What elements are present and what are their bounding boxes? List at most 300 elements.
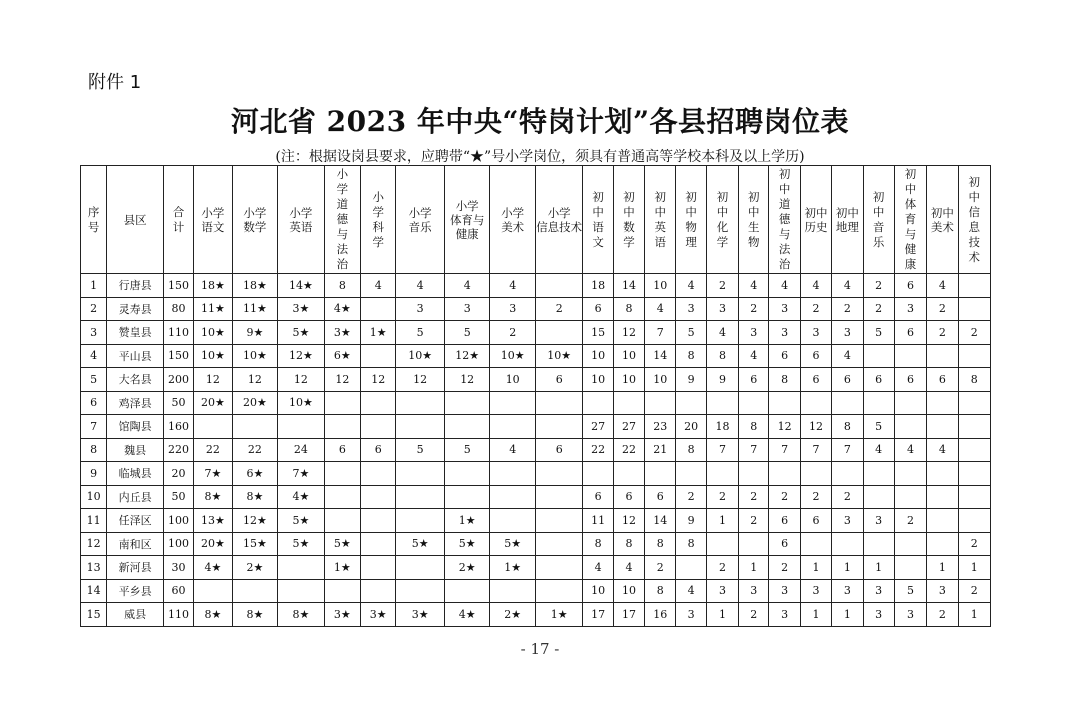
column-header: 小学 数学 [232, 166, 278, 274]
column-header: 初 中 道 德 与 法 治 [769, 166, 800, 274]
table-cell [863, 532, 894, 556]
table-cell: 3★ [324, 321, 360, 345]
table-cell: 5★ [490, 532, 536, 556]
table-cell: 4★ [324, 297, 360, 321]
table-cell: 5★ [278, 509, 325, 533]
table-cell [769, 391, 800, 415]
table-cell: 6 [769, 344, 800, 368]
table-cell: 2★ [232, 556, 278, 580]
table-row [81, 321, 991, 345]
column-header: 初中 地理 [832, 166, 863, 274]
table-cell: 1 [863, 556, 894, 580]
table-cell [863, 344, 894, 368]
table-cell [535, 532, 583, 556]
column-header: 小学 信息技术 [535, 166, 583, 274]
table-cell: 10 [583, 368, 613, 392]
table-cell: 10★ [232, 344, 278, 368]
table-row [81, 485, 991, 509]
table-cell: 1★ [490, 556, 536, 580]
table-cell: 1 [832, 556, 863, 580]
table-cell [324, 485, 360, 509]
table-cell: 3 [444, 297, 490, 321]
table-cell [278, 579, 325, 603]
table-cell [863, 462, 894, 486]
table-cell: 3★ [396, 603, 445, 627]
page-title: 河北省 2023 年中央“特岗计划”各县招聘岗位表 [230, 105, 850, 138]
table-row [81, 603, 991, 627]
table-cell: 13★ [194, 509, 232, 533]
table-cell: 8 [645, 579, 676, 603]
table-cell: 3 [863, 579, 894, 603]
table-cell: 平山县 [107, 344, 164, 368]
table-cell: 20★ [232, 391, 278, 415]
table-cell: 1 [958, 556, 990, 580]
table-cell: 赞皇县 [107, 321, 164, 345]
table-cell: 3 [676, 297, 706, 321]
table-cell [958, 509, 990, 533]
table-cell [958, 274, 990, 298]
table-cell: 10★ [194, 321, 232, 345]
recruitment-table [80, 165, 991, 627]
table-cell: 5★ [278, 532, 325, 556]
table-cell: 12 [194, 368, 232, 392]
table-cell [958, 344, 990, 368]
table-cell: 3 [769, 603, 800, 627]
table-cell [613, 391, 644, 415]
page-number: - 17 - [520, 640, 560, 658]
table-cell: 2 [958, 532, 990, 556]
column-header: 初 中 生 物 [739, 166, 769, 274]
table-cell: 20 [163, 462, 193, 486]
table-cell [490, 485, 536, 509]
table-cell: 4 [863, 438, 894, 462]
table-cell [894, 532, 926, 556]
column-header: 小学 美术 [490, 166, 536, 274]
table-cell: 10★ [490, 344, 536, 368]
table-cell: 1★ [324, 556, 360, 580]
attachment-label: 附件 1 [88, 72, 142, 93]
table-cell: 魏县 [107, 438, 164, 462]
table-cell: 2 [706, 485, 738, 509]
table-cell: 1 [81, 274, 107, 298]
table-cell [958, 391, 990, 415]
table-cell: 8★ [194, 485, 232, 509]
table-cell: 18 [583, 274, 613, 298]
table-cell: 6★ [232, 462, 278, 486]
table-cell: 馆陶县 [107, 415, 164, 439]
table-cell: 6 [81, 391, 107, 415]
table-cell: 6 [535, 438, 583, 462]
table-cell: 5★ [396, 532, 445, 556]
table-cell: 4 [832, 344, 863, 368]
table-cell: 11★ [232, 297, 278, 321]
table-cell [832, 462, 863, 486]
table-cell: 50 [163, 391, 193, 415]
table-cell: 2 [81, 297, 107, 321]
table-cell: 2 [927, 603, 958, 627]
table-cell: 6 [800, 368, 831, 392]
table-cell: 任泽区 [107, 509, 164, 533]
table-cell: 内丘县 [107, 485, 164, 509]
table-cell: 4 [444, 274, 490, 298]
table-cell: 12 [396, 368, 445, 392]
table-cell: 6 [927, 368, 958, 392]
table-cell: 4 [927, 438, 958, 462]
table-cell [444, 579, 490, 603]
table-cell: 12 [361, 368, 396, 392]
table-cell [324, 509, 360, 533]
table-cell: 12 [81, 532, 107, 556]
table-cell [361, 344, 396, 368]
column-header: 初中 历史 [800, 166, 831, 274]
table-note: (注：根据设岗县要求，应聘带“★”号小学岗位，须具有普通高等学校本科及以上学历) [275, 149, 805, 165]
table-cell: 4 [583, 556, 613, 580]
table-cell: 220 [163, 438, 193, 462]
table-cell: 4★ [444, 603, 490, 627]
table-cell: 14★ [278, 274, 325, 298]
table-cell: 3 [706, 579, 738, 603]
table-cell: 临城县 [107, 462, 164, 486]
table-cell [324, 391, 360, 415]
table-cell: 1 [706, 509, 738, 533]
table-cell: 8 [706, 344, 738, 368]
table-cell: 7 [706, 438, 738, 462]
table-cell: 3★ [361, 603, 396, 627]
table-row [81, 579, 991, 603]
table-cell [927, 462, 958, 486]
table-cell: 12 [613, 509, 644, 533]
table-cell: 10 [613, 344, 644, 368]
table-cell: 10 [81, 485, 107, 509]
table-cell: 6 [613, 485, 644, 509]
table-cell: 2 [739, 297, 769, 321]
table-row [81, 368, 991, 392]
table-cell: 7 [832, 438, 863, 462]
table-cell: 150 [163, 344, 193, 368]
table-cell: 5 [444, 321, 490, 345]
table-cell: 2 [958, 579, 990, 603]
column-header: 初 中 语 文 [583, 166, 613, 274]
table-cell: 5 [81, 368, 107, 392]
table-cell: 20 [676, 415, 706, 439]
table-cell [361, 297, 396, 321]
table-cell: 2 [739, 509, 769, 533]
table-cell [324, 415, 360, 439]
table-cell: 6 [894, 321, 926, 345]
table-cell: 6 [894, 274, 926, 298]
table-cell: 10★ [396, 344, 445, 368]
table-cell: 3 [769, 321, 800, 345]
table-cell [444, 391, 490, 415]
table-cell: 1★ [361, 321, 396, 345]
table-cell: 2★ [490, 603, 536, 627]
table-cell: 2 [832, 297, 863, 321]
table-cell: 5★ [278, 321, 325, 345]
table-cell [361, 509, 396, 533]
table-cell: 22 [232, 438, 278, 462]
table-cell: 3 [894, 297, 926, 321]
table-cell: 7 [81, 415, 107, 439]
table-cell [613, 462, 644, 486]
table-cell: 7 [739, 438, 769, 462]
table-cell [958, 297, 990, 321]
table-cell: 3 [800, 321, 831, 345]
table-cell: 5 [396, 438, 445, 462]
table-cell: 3 [832, 579, 863, 603]
table-cell [894, 391, 926, 415]
table-cell [800, 391, 831, 415]
table-cell: 灵寿县 [107, 297, 164, 321]
table-cell: 6 [769, 532, 800, 556]
table-cell [490, 579, 536, 603]
table-cell [927, 509, 958, 533]
table-cell [278, 415, 325, 439]
table-cell: 150 [163, 274, 193, 298]
table-cell: 8★ [232, 603, 278, 627]
table-cell: 4 [894, 438, 926, 462]
table-cell: 4 [927, 274, 958, 298]
table-cell: 18 [706, 415, 738, 439]
table-cell: 15 [583, 321, 613, 345]
table-cell: 2 [800, 485, 831, 509]
table-cell: 3 [863, 603, 894, 627]
table-cell: 11 [583, 509, 613, 533]
table-cell [324, 579, 360, 603]
table-row [81, 415, 991, 439]
table-cell [800, 462, 831, 486]
table-cell [894, 556, 926, 580]
table-cell: 12★ [278, 344, 325, 368]
table-cell: 10 [490, 368, 536, 392]
table-cell [800, 532, 831, 556]
table-cell: 鸡泽县 [107, 391, 164, 415]
table-cell [361, 415, 396, 439]
table-cell: 6 [645, 485, 676, 509]
table-cell: 3 [832, 321, 863, 345]
table-cell [444, 415, 490, 439]
table-cell: 2 [958, 321, 990, 345]
column-header: 初 中 物 理 [676, 166, 706, 274]
table-cell [676, 391, 706, 415]
table-cell: 1 [800, 556, 831, 580]
table-cell [676, 556, 706, 580]
table-cell [232, 415, 278, 439]
table-cell: 大名县 [107, 368, 164, 392]
table-cell [832, 532, 863, 556]
table-cell: 80 [163, 297, 193, 321]
table-cell: 12★ [444, 344, 490, 368]
table-cell [645, 462, 676, 486]
table-cell: 2 [645, 556, 676, 580]
table-cell [490, 415, 536, 439]
table-cell: 7 [800, 438, 831, 462]
table-cell: 10 [613, 579, 644, 603]
table-cell [894, 485, 926, 509]
table-cell: 27 [613, 415, 644, 439]
column-header: 小学 英语 [278, 166, 325, 274]
table-cell: 新河县 [107, 556, 164, 580]
table-cell [535, 556, 583, 580]
table-cell: 4 [739, 344, 769, 368]
table-cell: 4 [613, 556, 644, 580]
table-cell: 10★ [278, 391, 325, 415]
table-cell [232, 579, 278, 603]
table-cell: 3 [863, 509, 894, 533]
table-cell: 1 [832, 603, 863, 627]
table-cell: 22 [583, 438, 613, 462]
table-row [81, 462, 991, 486]
table-cell: 60 [163, 579, 193, 603]
table-cell: 18★ [194, 274, 232, 298]
table-cell [535, 462, 583, 486]
column-header: 合 计 [163, 166, 193, 274]
table-cell: 160 [163, 415, 193, 439]
table-cell: 8 [676, 344, 706, 368]
column-header: 序 号 [81, 166, 107, 274]
table-cell: 10 [613, 368, 644, 392]
table-cell: 12★ [232, 509, 278, 533]
table-cell: 6 [800, 344, 831, 368]
table-cell: 2 [706, 556, 738, 580]
table-cell: 7 [645, 321, 676, 345]
header-row [81, 166, 991, 274]
table-cell: 22 [613, 438, 644, 462]
table-cell: 2★ [444, 556, 490, 580]
column-header: 初 中 体 育 与 健 康 [894, 166, 926, 274]
table-cell: 12 [444, 368, 490, 392]
table-cell: 10 [645, 274, 676, 298]
table-cell [894, 344, 926, 368]
table-cell: 3 [706, 297, 738, 321]
table-cell: 12 [278, 368, 325, 392]
column-header: 县区 [107, 166, 164, 274]
table-cell [706, 462, 738, 486]
table-cell: 5★ [444, 532, 490, 556]
table-cell: 7 [769, 438, 800, 462]
table-cell [958, 415, 990, 439]
table-row [81, 274, 991, 298]
table-cell [361, 391, 396, 415]
table-cell: 20★ [194, 391, 232, 415]
table-cell [863, 485, 894, 509]
table-cell [645, 391, 676, 415]
table-cell: 4 [361, 274, 396, 298]
table-cell [927, 532, 958, 556]
table-cell: 2 [676, 485, 706, 509]
column-header: 小学 音乐 [396, 166, 445, 274]
table-cell: 14 [645, 509, 676, 533]
table-cell [958, 438, 990, 462]
table-cell: 6 [324, 438, 360, 462]
table-cell: 8★ [194, 603, 232, 627]
table-cell: 9 [706, 368, 738, 392]
table-cell [535, 509, 583, 533]
table-cell: 17 [613, 603, 644, 627]
table-cell: 15 [81, 603, 107, 627]
column-header: 初 中 化 学 [706, 166, 738, 274]
table-cell: 8 [645, 532, 676, 556]
table-cell: 3★ [324, 603, 360, 627]
table-cell: 10★ [194, 344, 232, 368]
table-cell: 200 [163, 368, 193, 392]
table-cell [396, 556, 445, 580]
table-cell: 1 [706, 603, 738, 627]
table-cell: 5 [396, 321, 445, 345]
table-cell: 8 [583, 532, 613, 556]
table-cell: 24 [278, 438, 325, 462]
table-cell [958, 485, 990, 509]
table-cell [490, 462, 536, 486]
table-cell [361, 532, 396, 556]
table-cell: 2 [863, 274, 894, 298]
table-cell: 12 [324, 368, 360, 392]
column-header: 小学 体育与健康 [444, 166, 490, 274]
table-cell: 110 [163, 603, 193, 627]
table-cell [396, 579, 445, 603]
column-header: 小 学 科 学 [361, 166, 396, 274]
table-cell [927, 391, 958, 415]
table-cell: 4 [739, 274, 769, 298]
table-row [81, 297, 991, 321]
table-cell [361, 485, 396, 509]
table-cell: 8 [958, 368, 990, 392]
table-cell: 7★ [194, 462, 232, 486]
table-cell: 8 [676, 532, 706, 556]
table-cell [832, 391, 863, 415]
table-cell: 9 [676, 509, 706, 533]
table-cell [535, 415, 583, 439]
table-cell: 3 [769, 297, 800, 321]
table-cell [958, 462, 990, 486]
table-cell: 11 [81, 509, 107, 533]
table-cell [396, 509, 445, 533]
table-cell: 5 [444, 438, 490, 462]
table-cell: 5 [894, 579, 926, 603]
table-cell: 2 [739, 485, 769, 509]
table-cell: 8 [81, 438, 107, 462]
table-cell: 3 [894, 603, 926, 627]
table-cell: 4 [800, 274, 831, 298]
table-cell: 4 [706, 321, 738, 345]
table-cell: 6 [583, 485, 613, 509]
table-cell: 13 [81, 556, 107, 580]
table-cell: 12 [232, 368, 278, 392]
table-cell [444, 485, 490, 509]
table-cell: 1 [927, 556, 958, 580]
table-cell: 15★ [232, 532, 278, 556]
table-cell: 2 [739, 603, 769, 627]
table-cell: 3 [676, 603, 706, 627]
table-cell: 4 [81, 344, 107, 368]
table-cell [535, 321, 583, 345]
table-row [81, 391, 991, 415]
table-cell: 2 [490, 321, 536, 345]
table-cell: 4★ [278, 485, 325, 509]
table-cell [490, 509, 536, 533]
table-cell: 16 [645, 603, 676, 627]
table-cell: 17 [583, 603, 613, 627]
table-cell: 7★ [278, 462, 325, 486]
table-cell: 6 [832, 368, 863, 392]
table-cell: 1★ [535, 603, 583, 627]
table-cell: 6 [800, 509, 831, 533]
table-cell: 2 [863, 297, 894, 321]
table-cell: 4 [490, 274, 536, 298]
table-cell [535, 485, 583, 509]
table-cell: 12 [613, 321, 644, 345]
table-cell [396, 462, 445, 486]
table-cell: 9★ [232, 321, 278, 345]
